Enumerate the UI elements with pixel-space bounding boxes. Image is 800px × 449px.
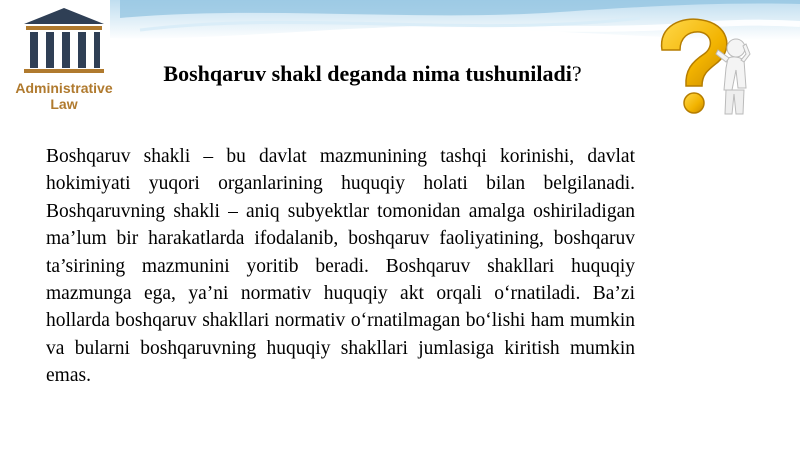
logo-line-1: Administrative <box>15 80 113 96</box>
question-mark-figure-icon <box>648 10 763 120</box>
slide-body-text: Boshqaruv shakli – bu davlat mazmunining tashqi korinishi, davlat hokimiyati yuqori organlarining huquqiy holati bilan belgilanadi. Boshqaruvning shakli – aniq subyektlar tomonidan amalga oshiriladigan ma’lum bir harakatlarda ifodalanib, boshqaruv faoliyatining, boshqaruv ta’sirining mazmunini yoritib beradi. Boshqaruv shakllari huquqiy mazmunga ega, ya’ni normativ huquqiy akt orqali o‘rnatiladi. Ba’zi hollarda boshqaruv shakllari normativ o‘rnatilmagan bo‘lishi ham mumkin va bularni boshqaruvning huquqiy shakllari jumlasiga kiritish mumkin emas. <box>46 146 635 387</box>
courthouse-columns-icon <box>8 6 120 78</box>
logo-text <box>8 80 120 112</box>
administrative-law-logo <box>8 6 120 116</box>
logo-line-2: Law <box>50 96 78 112</box>
slide-title <box>150 60 595 88</box>
slide-title-question-mark: ? <box>571 61 582 86</box>
slide-title-text: Boshqaruv shakl deganda nima tushuniladi <box>163 61 572 86</box>
